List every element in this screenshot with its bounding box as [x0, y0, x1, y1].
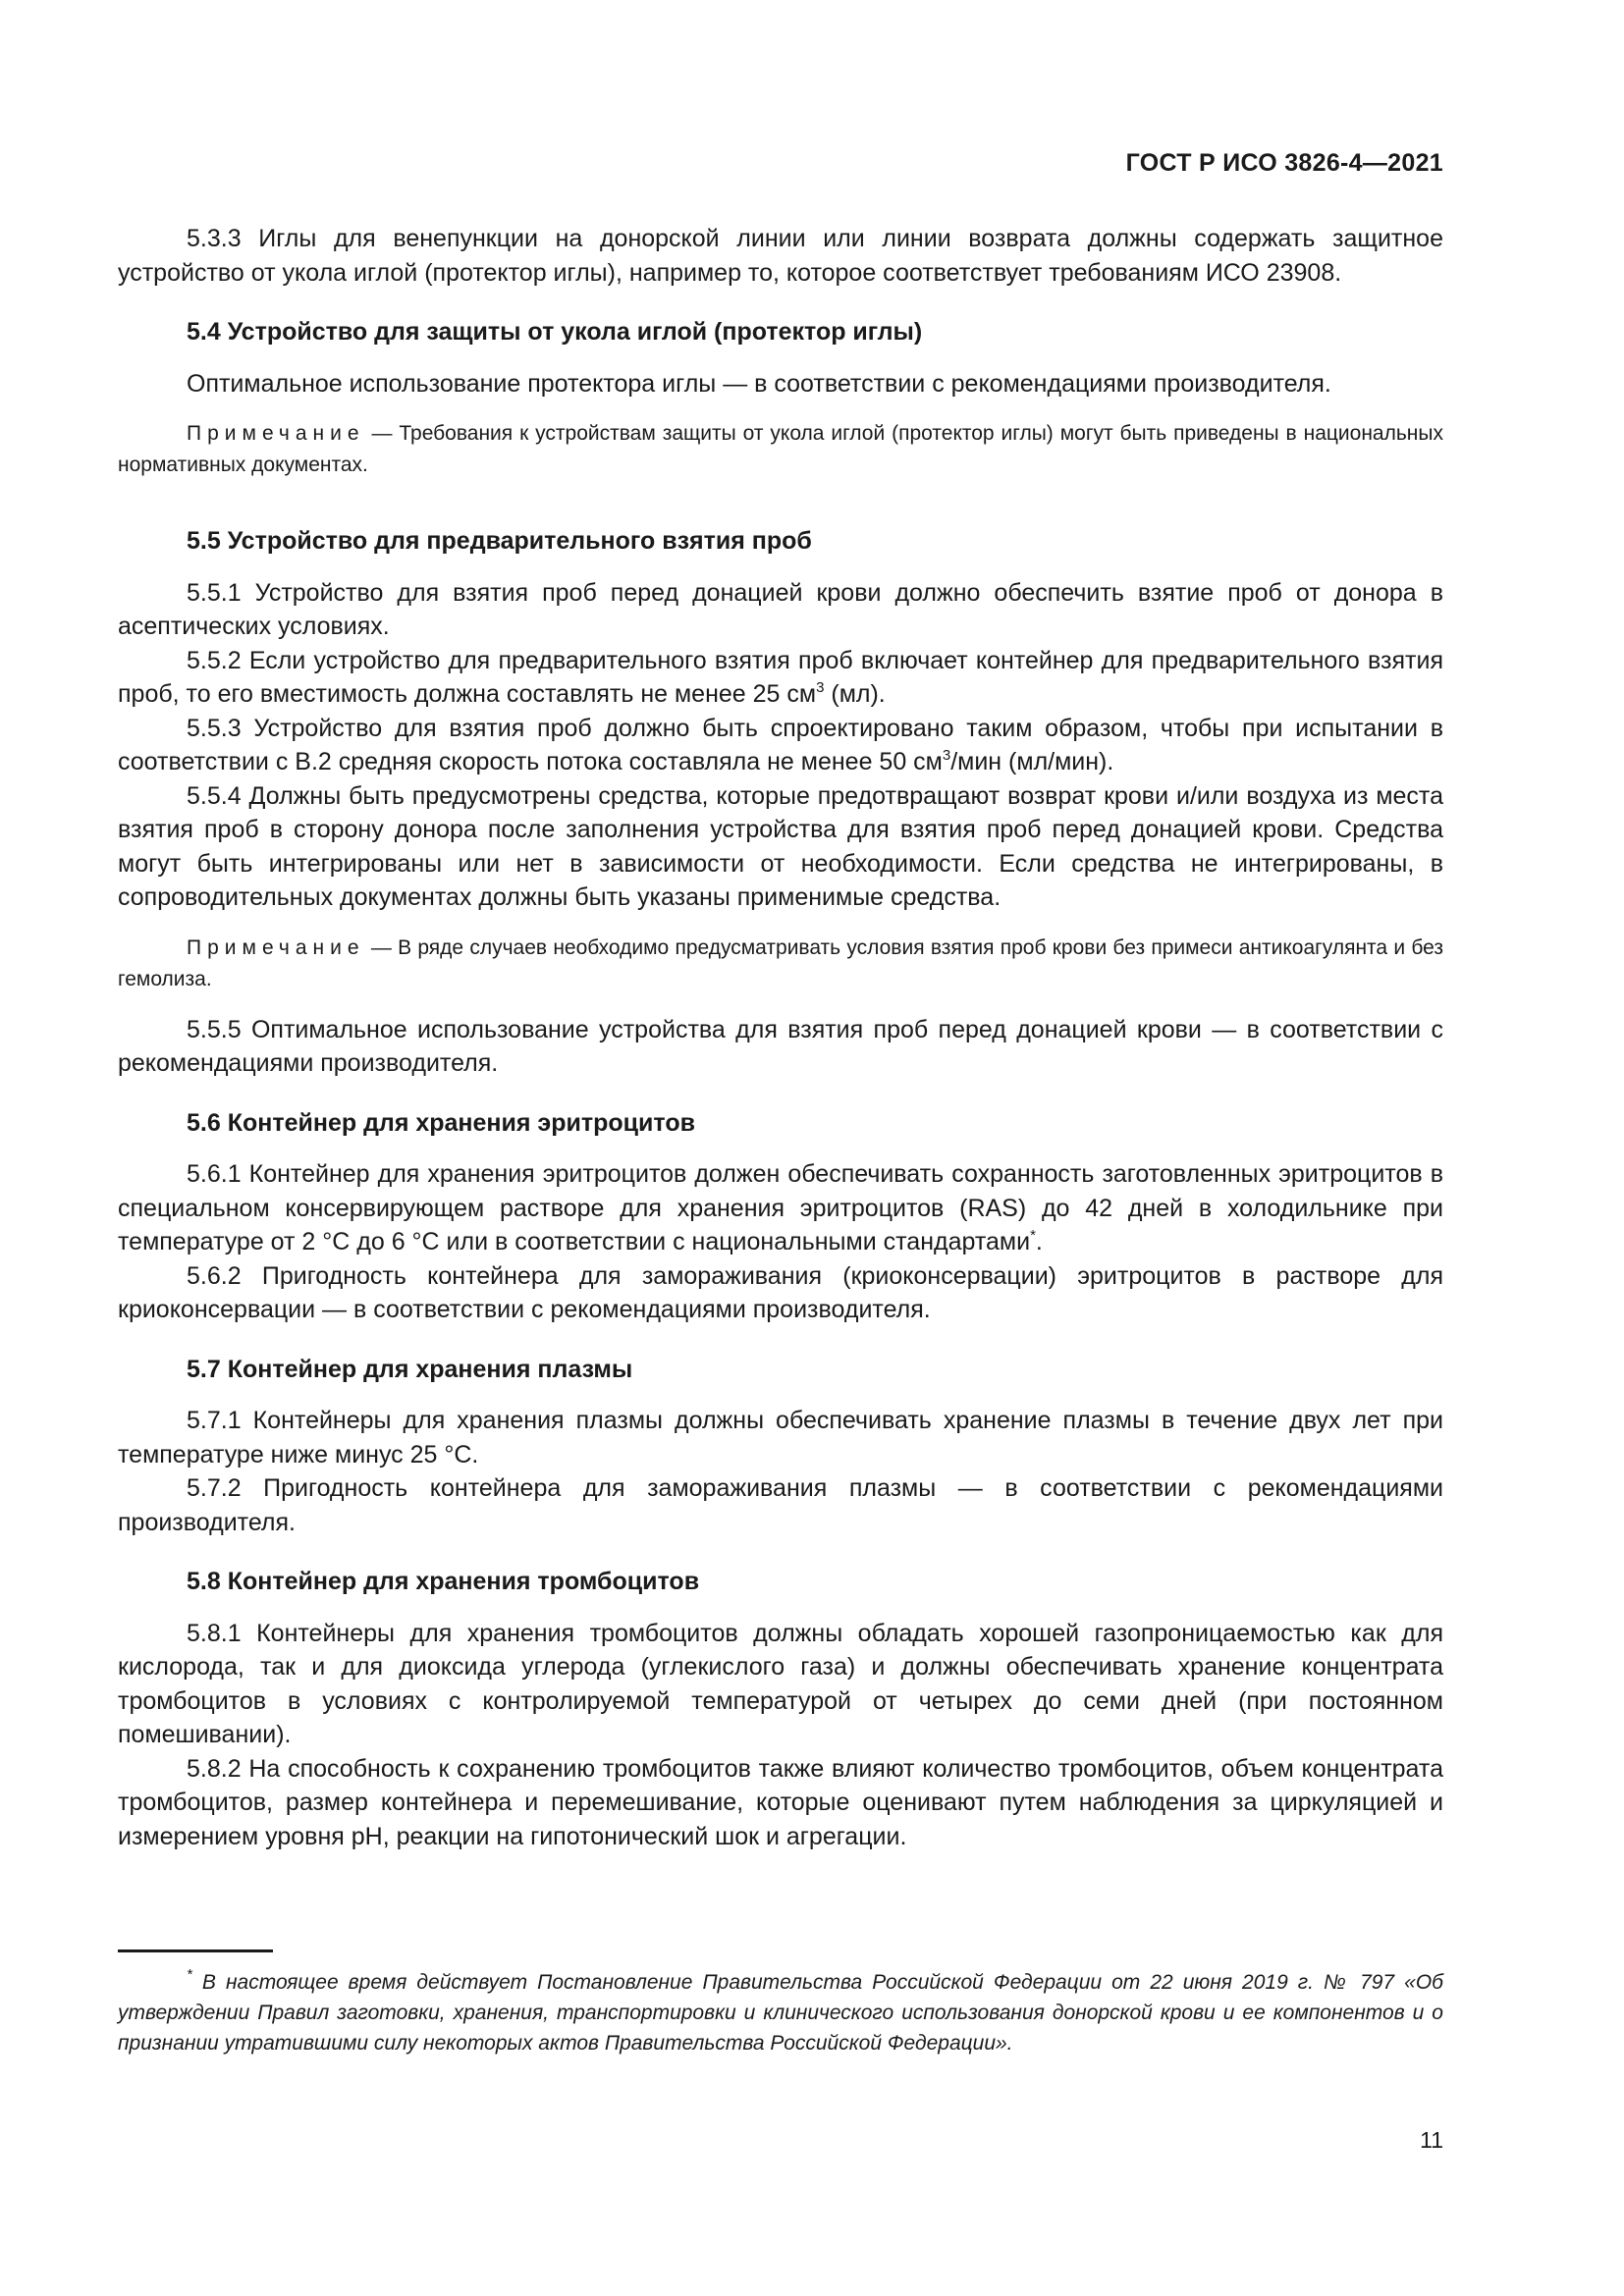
- paragraph-5-7-1: 5.7.1 Контейнеры для хранения плазмы должны обеспечивать хранение плазмы в течение двух лет при температуре ниже минус 25 °С.: [118, 1407, 1443, 1468]
- paragraph-5-8-1: 5.8.1 Контейнеры для хранения тромбоцитов должны обладать хорошей газопроницаемостью как для кислорода, так и для диоксида углерода (углекислого газа) и должны обеспечивать хранение концентрата тромбоцитов в условиях с контролируемой температурой от четырех до семи дней (при постоянном помешивании).: [118, 1619, 1443, 1748]
- paragraph-5-5-2-text: 5.5.2 Если устройство для предварительного взятия проб включает контейнер для предварительного взятия проб, то его вместимость должна составлять не менее 25 см: [118, 646, 1443, 708]
- note-label: Примечание: [187, 935, 365, 959]
- footnote-reference: *: [1030, 1227, 1036, 1244]
- document-code-header: ГОСТ Р ИСО 3826-4—2021: [1125, 149, 1443, 177]
- heading-5-7: 5.7 Контейнер для хранения плазмы: [187, 1355, 633, 1383]
- heading-5-4: 5.4 Устройство для защиты от укола иглой (протектор иглы): [187, 318, 923, 346]
- superscript-3: 3: [816, 679, 825, 696]
- note-5-4: [118, 418, 1443, 481]
- heading-5-6: 5.6 Контейнер для хранения эритроцитов: [187, 1108, 695, 1137]
- paragraph-5-7-2: 5.7.2 Пригодность контейнера для замораживания плазмы — в соответствии с рекомендациями производителя.: [118, 1474, 1443, 1536]
- paragraph-5-6-1: [118, 1157, 1443, 1259]
- superscript-3: 3: [942, 747, 951, 764]
- paragraph-5-8-2: 5.8.2 На способность к сохранению тромбоцитов также влияют количество тромбоцитов, объем концентрата тромбоцитов, размер контейнера и перемешивание, которые оценивают путем наблюдения за циркуляцией и измерением уровня pH, реакции на гипотонический шок и агрегации.: [118, 1754, 1443, 1850]
- paragraph-5-6-1-text: 5.6.1 Контейнер для хранения эритроцитов должен обеспечивать сохранность заготовленных эритроцитов в специальном консервирующем растворе для хранения эритроцитов (RAS) до 42 дней в холодильнике при температуре от 2 °С до 6 °С или в соответствии с национальными стандартами: [118, 1160, 1443, 1255]
- paragraph-5-3-3: 5.3.3 Иглы для венепункции на донорской линии или линии возврата должны содержать защитное устройство от укола иглой (протектор иглы), например то, которое соответствует требованиям ИСО 23908.: [118, 225, 1443, 287]
- paragraph-5-4-1: Оптимальное использование протектора иглы — в соответствии с рекомендациями производителя.: [187, 369, 1331, 398]
- footnote: [118, 1967, 1443, 2058]
- document-body: [118, 222, 1443, 1853]
- paragraph-5-5-3-text: 5.5.3 Устройство для взятия проб должно быть спроектировано таким образом, чтобы при испытании в соответствии с В.2 средняя скорость потока составляла не менее 50 см: [118, 714, 1443, 775]
- paragraph-5-5-3-end: /мин (мл/мин).: [950, 748, 1114, 775]
- paragraph-5-5-2: [118, 644, 1443, 712]
- page-number: 11: [1420, 2127, 1443, 2153]
- note-5-5: [118, 933, 1443, 995]
- footnote-text: В настоящее время действует Постановление Правительства Российской Федерации от 22 июня 2019 г. № 797 «Об утверждении Правил заготовки, хранения, транспортировки и клинического использования донорской крови и ее компонентов и о признании утратившими силу некоторых актов Правительства Российской Федерации».: [118, 1971, 1443, 2055]
- footnote-separator: [118, 1949, 273, 1952]
- heading-5-5: 5.5 Устройство для предварительного взятия проб: [187, 527, 812, 555]
- document-page: [118, 0, 1443, 2296]
- heading-5-8: 5.8 Контейнер для хранения тромбоцитов: [187, 1568, 700, 1595]
- note-text: — В ряде случаев необходимо предусматривать условия взятия проб крови без примеси антикоагулянта и без гемолиза.: [118, 935, 1443, 990]
- paragraph-5-6-2: 5.6.2 Пригодность контейнера для замораживания (криоконсервации) эритроцитов в растворе для криоконсервации — в соответствии с рекомендациями производителя.: [118, 1261, 1443, 1323]
- paragraph-5-5-5: 5.5.5 Оптимальное использование устройства для взятия проб перед донацией крови — в соответствии с рекомендациями производителя.: [118, 1015, 1443, 1077]
- paragraph-5-6-1-end: .: [1035, 1228, 1043, 1255]
- paragraph-5-5-4: 5.5.4 Должны быть предусмотрены средства, которые предотвращают возврат крови и/или воздуха из места взятия проб в сторону донора после заполнения устройства для взятия проб перед донацией крови. Средства могут быть интегрированы или нет в зависимости от необходимости. Если средства не интегрированы, в сопроводительных документах должны быть указаны применимые средства.: [118, 781, 1443, 911]
- paragraph-5-5-2-end: (мл).: [824, 680, 886, 708]
- note-text: — Требования к устройствам защиты от укола иглой (протектор иглы) могут быть приведены в национальных нормативных документах.: [118, 422, 1443, 476]
- note-label: Примечание: [187, 422, 365, 445]
- paragraph-5-5-3: [118, 712, 1443, 779]
- footnote-marker: *: [187, 1966, 192, 1983]
- paragraph-5-5-1: 5.5.1 Устройство для взятия проб перед донацией крови должно обеспечить взятие проб от донора в асептических условиях.: [118, 578, 1443, 640]
